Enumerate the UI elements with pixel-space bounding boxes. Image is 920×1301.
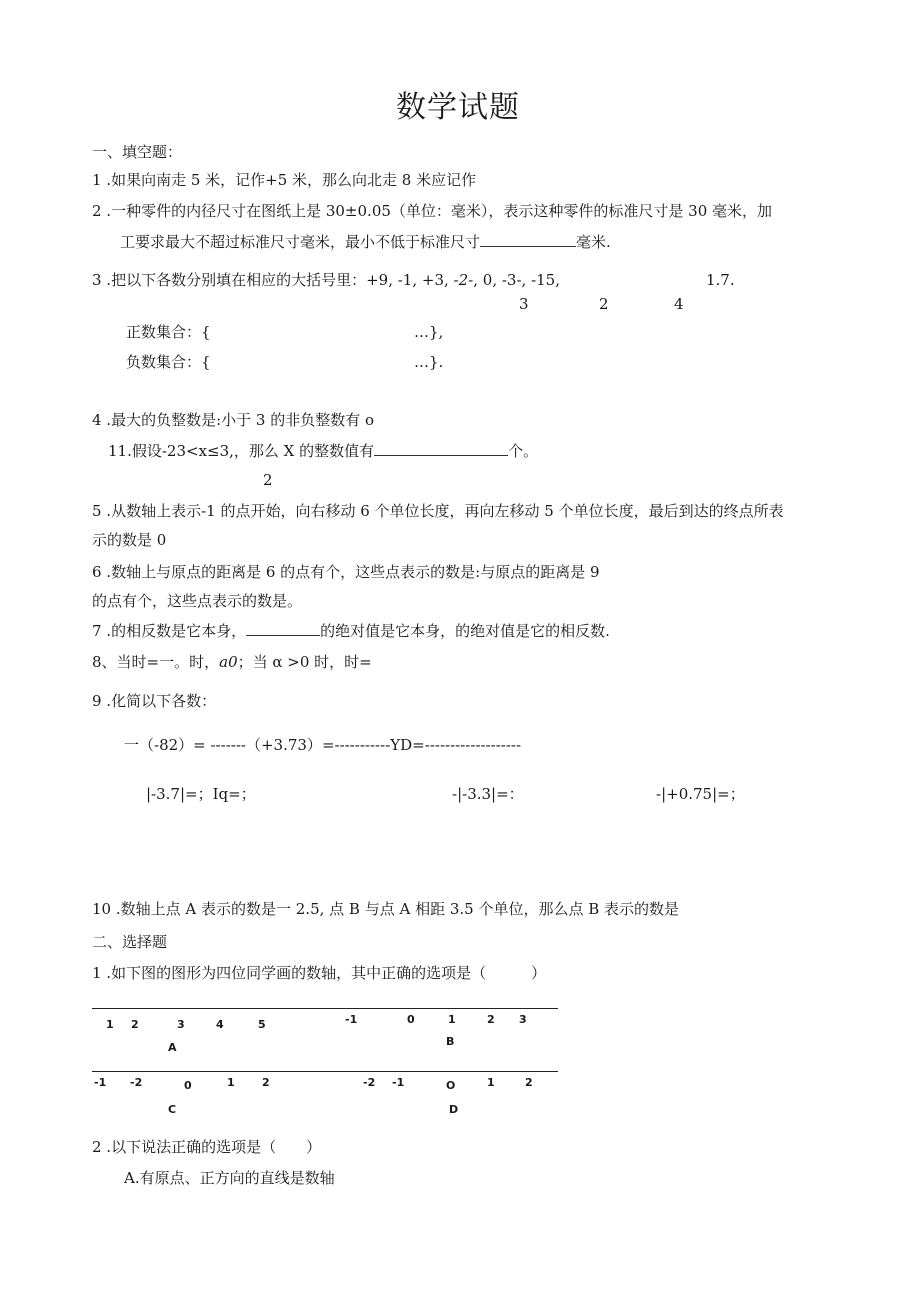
answer-blank[interactable] — [246, 621, 320, 636]
question-1: 1 .如果向南走 5 米，记作+5 米，那么向北走 8 米应记作 — [92, 171, 477, 189]
question-2-text-b: 毫米. — [576, 233, 611, 251]
section-fill-blank-heading: 一、填空题： — [92, 143, 183, 161]
axis-d-tick-label: -1 — [392, 1076, 405, 1089]
question-5-line-2: 示的数是 0 — [92, 531, 167, 549]
question-10: 10 .数轴上点 A 表示的数是一 2.5, 点 B 与点 A 相距 3.5 个单位，那么点 B 表示的数是 — [92, 900, 680, 918]
question-11-denominator: 2 — [263, 471, 273, 489]
question-7-text-b: 的绝对值是它本身，的绝对值是它的相反数. — [320, 622, 610, 640]
axis-a-tick-label: 2 — [131, 1018, 139, 1031]
question-4: 4 .最大的负整数是:小于 3 的非负整数有 o — [92, 411, 375, 429]
question-11-text-b: 个。 — [508, 442, 539, 460]
negative-set-end: …}. — [414, 353, 444, 371]
question-8-text-a: 8、当时=一。时， — [92, 653, 220, 671]
question-3-rest: , 0, -3-, -15, — [473, 271, 560, 289]
question-7-text-a: 7 .的相反数是它本身， — [92, 622, 247, 640]
question-3-denominator-2: 2 — [599, 295, 609, 313]
axis-a-tick-label: 4 — [216, 1018, 224, 1031]
axis-d-tick-label: O — [446, 1079, 456, 1092]
axis-a-tick-label: 3 — [177, 1018, 185, 1031]
question-6-line-1: 6 .数轴上与原点的距离是 6 的点有个，这些点表示的数是:与原点的距离是 9 — [92, 563, 600, 581]
question-8 — [92, 652, 372, 672]
question-3-tail: 1.7. — [706, 271, 735, 289]
page-title: 数学试题 — [396, 90, 520, 125]
question-2-line-2 — [120, 232, 611, 252]
option-d-label[interactable]: D — [449, 1103, 459, 1116]
axis-b-tick-label: -1 — [345, 1013, 358, 1026]
option-a-label[interactable]: A — [168, 1041, 177, 1054]
option-c-label[interactable]: C — [168, 1103, 177, 1116]
answer-blank[interactable] — [480, 232, 576, 247]
axis-a-tick-label: 1 — [106, 1018, 114, 1031]
section-multiple-choice-heading: 二、选择题 — [92, 933, 168, 951]
question-3-denominator-1: 3 — [519, 295, 529, 313]
question-11 — [108, 441, 538, 461]
question-11-text-a: 11.假设-23<x≤3,，那么 X 的整数值有 — [108, 442, 375, 460]
choice-question-2-option-a[interactable]: A.有原点、正方向的直线是数轴 — [124, 1169, 335, 1187]
choice-question-2: 2 .以下说法正确的选项是（ ） — [92, 1138, 322, 1156]
axis-c-tick-label: 1 — [227, 1076, 235, 1089]
positive-set-label: 正数集合：{ — [126, 323, 211, 341]
axis-c-tick-label: -2 — [130, 1076, 143, 1089]
answer-blank[interactable] — [374, 441, 508, 456]
question-3 — [92, 270, 560, 290]
option-b-label[interactable]: B — [446, 1035, 455, 1048]
axis-c-tick-label: -1 — [94, 1076, 107, 1089]
question-3-fraction: -2- — [453, 271, 474, 289]
axis-d-tick-label: 2 — [525, 1076, 533, 1089]
positive-set-end: …}, — [414, 323, 444, 341]
question-9-row-2-c: -|+0.75|=； — [656, 785, 745, 803]
negative-set-label: 负数集合：{ — [126, 353, 211, 371]
question-3-main: 3 .把以下各数分别填在相应的大括号里：+9, -1, +3, — [92, 271, 449, 289]
axis-a-tick-label: 5 — [258, 1018, 266, 1031]
axis-c-tick-label: 0 — [184, 1079, 192, 1092]
number-line-c-d — [92, 1071, 558, 1072]
axis-d-tick-label: 1 — [487, 1076, 495, 1089]
question-5-line-1: 5 .从数轴上表示-1 的点开始，向右移动 6 个单位长度，再向左移动 5 个单位长度，最后到达的终点所表 — [92, 502, 784, 520]
question-2-line-1: 2 .一种零件的内径尺寸在图纸上是 30±0.05（单位：毫米），表示这种零件的标准尺寸是 30 毫米，加 — [92, 202, 773, 220]
axis-c-tick-label: 2 — [262, 1076, 270, 1089]
question-7 — [92, 621, 610, 641]
question-9-row-1: 一（-82）= -------（+3.73）=-----------YD=------------------- — [124, 736, 522, 754]
axis-b-tick-label: 2 — [487, 1013, 495, 1026]
axis-b-tick-label: 1 — [448, 1013, 456, 1026]
axis-b-tick-label: 0 — [407, 1013, 415, 1026]
axis-b-tick-label: 3 — [519, 1013, 527, 1026]
axis-d-tick-label: -2 — [363, 1076, 376, 1089]
question-9-row-2-b: -|-3.3|=： — [452, 785, 524, 803]
question-9-label: 9 .化简以下各数： — [92, 692, 217, 710]
question-8-text-c: ；当 α >0 时，时= — [237, 653, 372, 671]
question-9-row-2-a: |-3.7|=；Iq=； — [146, 785, 256, 803]
choice-question-1: 1 .如下图的图形为四位同学画的数轴，其中正确的选项是（ ） — [92, 964, 547, 982]
number-line-a-b — [92, 1008, 558, 1009]
question-2-text-a: 工要求最大不超过标准尺寸毫米，最小不低于标准尺寸 — [120, 233, 481, 251]
question-6-line-2: 的点有个，这些点表示的数是。 — [92, 592, 303, 610]
question-3-denominator-3: 4 — [674, 295, 684, 313]
question-8-text-b: a0 — [219, 653, 238, 671]
